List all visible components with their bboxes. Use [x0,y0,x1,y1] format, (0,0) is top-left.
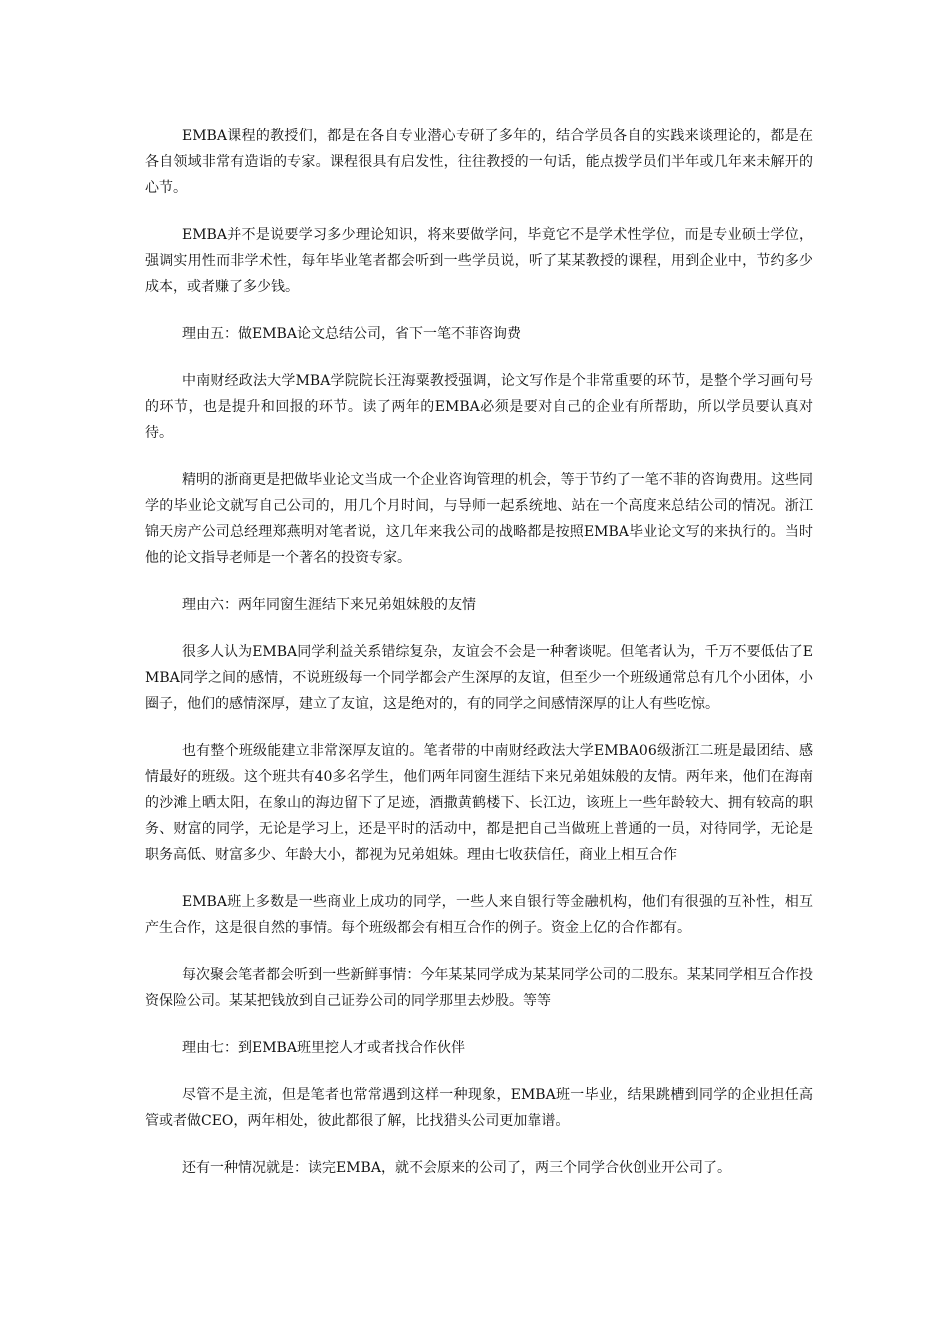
paragraph-job-hopping: 尽管不是主流，但是笔者也常常遇到这样一种现象，EMBA班一毕业，结果跳槽到同学的企业担任高管或者做CEO，两年相处，彼此都很了解，比找猎头公司更加靠谱。 [145,1087,813,1129]
paragraph-classmate-friendship: 很多人认为EMBA同学利益关系错综复杂，友谊会不会是一种奢谈呢。但笔者认为，千万不要低估了EMBA同学之间的感情，不说班级每一个同学都会产生深厚的友谊，但至少一个班级通常总有几个小团体，小圈子，他们的感情深厚，建立了友谊，这是绝对的，有的同学之间感情深厚的让人有些吃惊。 [145,644,813,712]
heading-reason-seven: 理由七：到EMBA班里挖人才或者找合作伙伴 [182,1040,465,1056]
paragraph-startup: 还有一种情况就是：读完EMBA，就不会原来的公司了，两三个同学合伙创业开公司了。 [182,1160,731,1176]
heading-reason-five: 理由五：做EMBA论文总结公司，省下一笔不菲咨询费 [182,326,521,342]
paragraph-thesis-consulting: 精明的浙商更是把做毕业论文当成一个企业咨询管理的机会，等于节约了一笔不菲的咨询费用。这些同学的毕业论文就写自己公司的，用几个月时间，与导师一起系统地、站在一个高度来总结公司的情况。浙江锦天房产公司总经理郑燕明对笔者说，这几年来我公司的战略都是按照EMBA毕业论文写的来执行的。当时他的论文指导老师是一个著名的投资专家。 [145,472,813,566]
document-body [145,123,813,1202]
paragraph-class-example: 也有整个班级能建立非常深厚友谊的。笔者带的中南财经政法大学EMBA06级浙江二班是最团结、感情最好的班级。这个班共有40多名学生，他们两年同窗生涯结下来兄弟姐妹般的友情。两年来，他们在海南的沙滩上晒太阳，在象山的海边留下了足迹，酒撒黄鹤楼下、长江边，该班上一些年龄较大、拥有较高的职务、财富的同学，无论是学习上，还是平时的活动中，都是把自己当做班上普通的一员，对待同学，无论是职务高低、财富多少、年龄大小，都视为兄弟姐妹。理由七收获信任，商业上相互合作 [145,743,813,863]
paragraph-professors: EMBA课程的教授们，都是在各自专业潜心专研了多年的，结合学员各自的实践来谈理论的，都是在各自领域非常有造诣的专家。课程很具有启发性，往往教授的一句话，能点拨学员们半年或几年来未解开的心节。 [145,128,813,196]
paragraph-gathering-news: 每次聚会笔者都会听到一些新鲜事情：今年某某同学成为某某同学公司的二股东。某某同学相互合作投资保险公司。某某把钱放到自己证券公司的同学那里去炒股。等等 [145,967,813,1009]
paragraph-business-cooperation: EMBA班上多数是一些商业上成功的同学，一些人来自银行等金融机构，他们有很强的互补性，相互产生合作，这是很自然的事情。每个班级都会有相互合作的例子。资金上亿的合作都有。 [145,894,813,936]
paragraph-thesis-importance: 中南财经政法大学MBA学院院长汪海粟教授强调，论文写作是个非常重要的环节，是整个学习画句号的环节，也是提升和回报的环节。读了两年的EMBA必须是要对自己的企业有所帮助，所以学员要认真对待。 [145,373,813,441]
paragraph-practical-degree: EMBA并不是说要学习多少理论知识，将来要做学问，毕竟它不是学术性学位，而是专业硕士学位，强调实用性而非学术性，每年毕业笔者都会听到一些学员说，听了某某教授的课程，用到企业中，节约多少成本，或者赚了多少钱。 [145,227,813,295]
heading-reason-six: 理由六：两年同窗生涯结下来兄弟姐妹般的友情 [182,597,476,613]
